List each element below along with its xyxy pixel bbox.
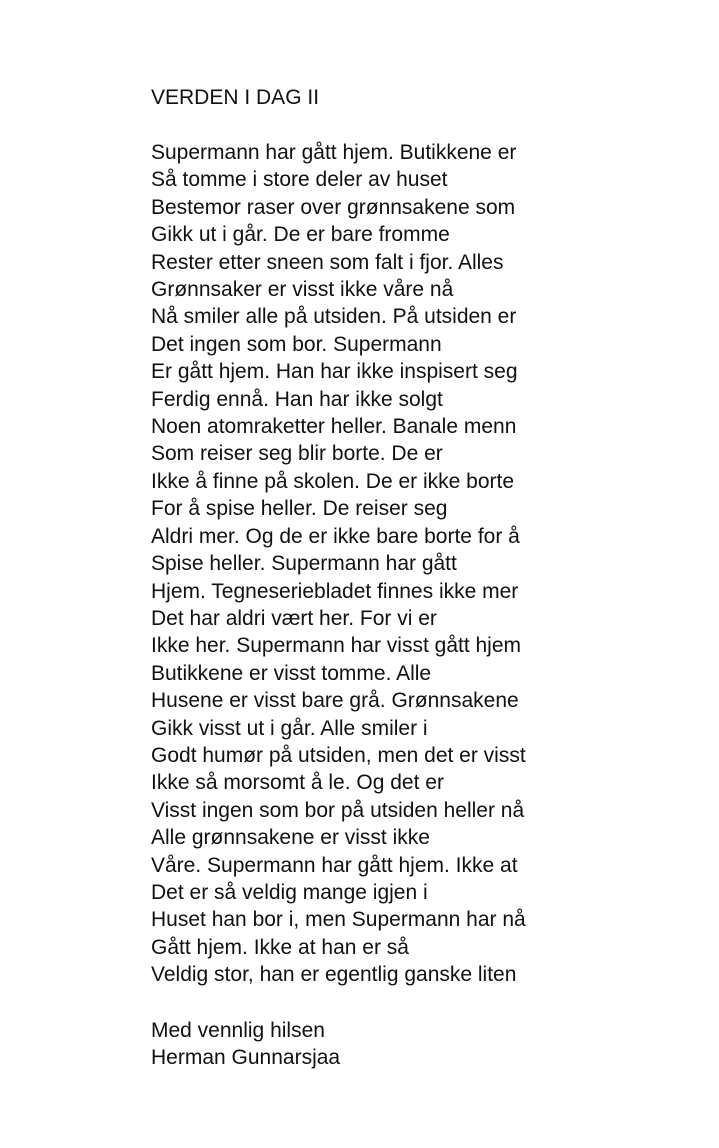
poem-line: Huset han bor i, men Supermann har nå <box>151 908 526 932</box>
poem-line: Gikk ut i går. De er bare fromme <box>151 223 450 247</box>
poem-line: Ikke her. Supermann har visst gått hjem <box>151 634 522 658</box>
poem-line: Det ingen som bor. Supermann <box>151 332 442 356</box>
poem-line: Nå smiler alle på utsiden. På utsiden er <box>151 305 517 329</box>
poem-line: Veldig stor, han er egentlig ganske liten <box>151 963 517 987</box>
document-page <box>151 84 691 1071</box>
poem-line: Grønnsaker er visst ikke våre nå <box>151 278 454 302</box>
closing-line: Med vennlig hilsen <box>151 1018 325 1042</box>
poem-title: VERDEN I DAG II <box>151 86 320 109</box>
author-name: Herman Gunnarsjaa <box>151 1046 341 1069</box>
poem-line: Aldri mer. Og de er ikke bare borte for å <box>151 524 520 548</box>
poem-line: Husene er visst bare grå. Grønnsakene <box>151 689 519 713</box>
poem-line: Er gått hjem. Han har ikke inspisert seg <box>151 360 518 384</box>
poem-line: Spise heller. Supermann har gått <box>151 552 457 576</box>
poem-line: Bestemor raser over grønnsakene som <box>151 195 516 219</box>
poem-line: Som reiser seg blir borte. De er <box>151 442 443 466</box>
poem-line: Alle grønnsakene er visst ikke <box>151 826 430 850</box>
poem-line: Ikke å finne på skolen. De er ikke borte <box>151 469 515 493</box>
poem-line: Ikke så morsomt å le. Og det er <box>151 771 444 795</box>
poem-body <box>151 139 691 989</box>
poem-line: Det har aldri vært her. For vi er <box>151 606 437 630</box>
poem-line: Visst ingen som bor på utsiden heller nå <box>151 798 525 822</box>
poem-line: For å spise heller. De reiser seg <box>151 497 448 521</box>
poem-line: Supermann har gått hjem. Butikkene er <box>151 141 517 164</box>
poem-line: Rester etter sneen som falt i fjor. Alles <box>151 250 504 274</box>
poem-line: Butikkene er visst tomme. Alle <box>151 661 432 685</box>
poem-line: Så tomme i store deler av huset <box>151 168 448 192</box>
poem-line: Våre. Supermann har gått hjem. Ikke at <box>151 853 518 877</box>
poem-line: Godt humør på utsiden, men det er visst <box>151 743 526 767</box>
signature-block <box>151 1017 691 1072</box>
poem-line: Hjem. Tegneseriebladet finnes ikke mer <box>151 579 519 603</box>
poem-line: Gått hjem. Ikke at han er så <box>151 935 409 959</box>
poem-line: Gikk visst ut i går. Alle smiler i <box>151 716 428 740</box>
poem-line: Det er så veldig mange igjen i <box>151 880 428 904</box>
poem-line: Ferdig ennå. Han har ikke solgt <box>151 387 443 411</box>
poem-line: Noen atomraketter heller. Banale menn <box>151 415 517 439</box>
